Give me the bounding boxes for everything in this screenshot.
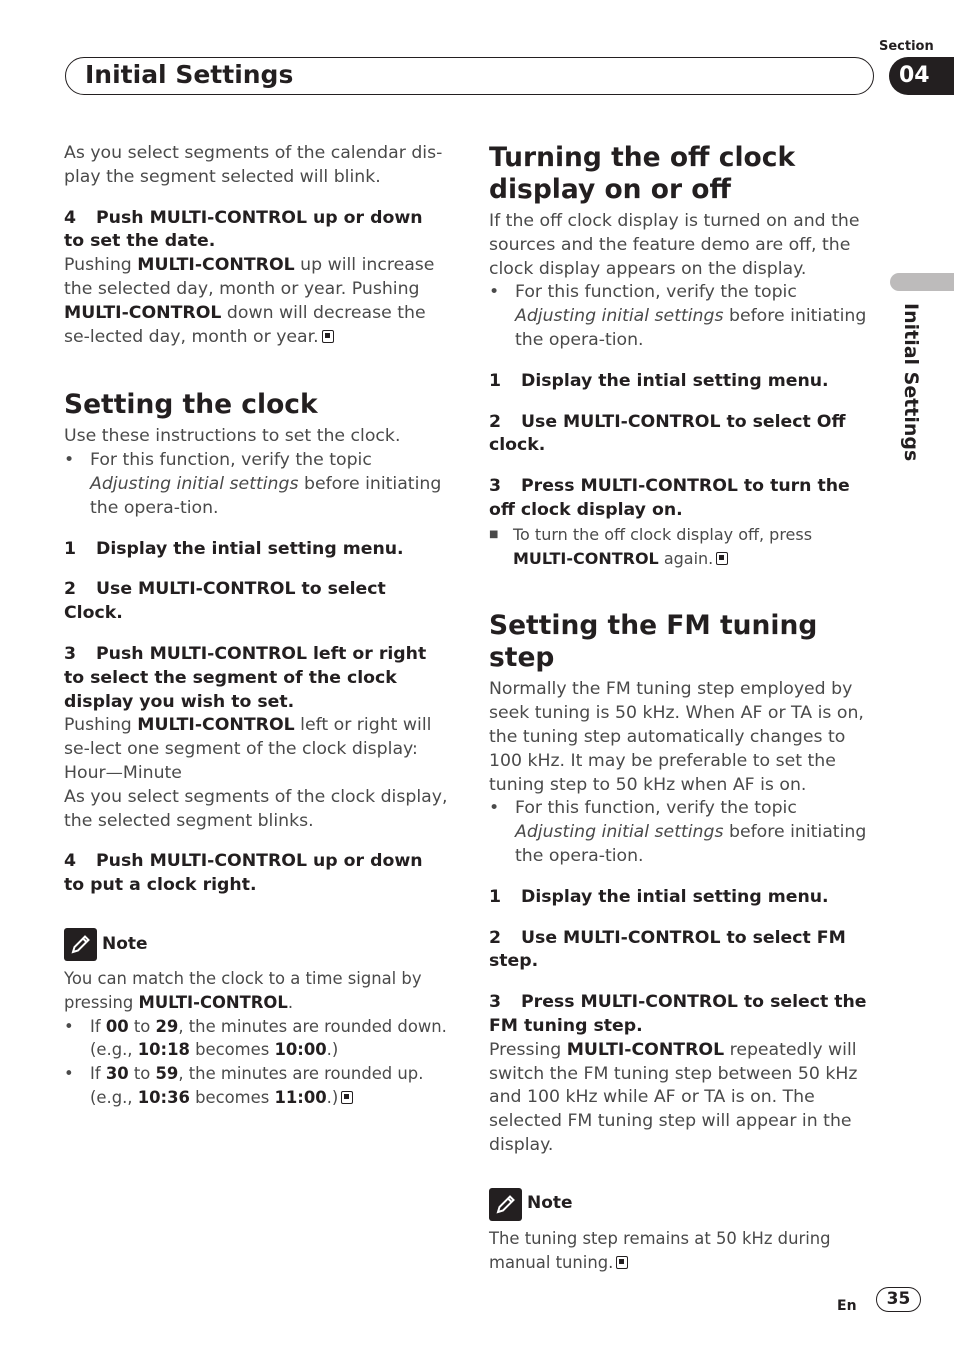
bold-text: MULTI-CONTROL [137, 715, 295, 736]
note-pencil-icon [489, 1188, 522, 1221]
page-title: Initial Settings [85, 60, 294, 89]
text: before initiating the opera-tion. [515, 306, 867, 350]
square-bullet-icon: ■ [489, 528, 499, 540]
section-label: Section [879, 39, 934, 54]
clock-intro: Use these instructions to set the clock. [64, 426, 401, 447]
step-3 [489, 475, 877, 523]
text: left or right will se-lect one segment of the clock display: [64, 715, 432, 760]
bold-text: 10:18 [137, 1040, 190, 1060]
bullet-text [90, 449, 448, 520]
bold-text: MULTI-CONTROL [513, 548, 659, 568]
bold-text: 00 [105, 1016, 129, 1036]
text: For this function, verify the topic [515, 798, 797, 819]
text: before initiating the opera-tion. [515, 822, 867, 866]
bold-text: MULTI-CONTROL [137, 255, 295, 276]
text: .) [326, 1040, 339, 1060]
text: Pushing [64, 715, 138, 736]
step-3-body [489, 1039, 877, 1158]
section-number-badge: 04 [889, 57, 954, 95]
end-mark-icon [341, 1091, 353, 1104]
step-number: 1 [489, 886, 502, 907]
step-title: Display the intial setting menu. [521, 370, 829, 391]
step-title: Use MULTI-CONTROL to select Clock. [64, 579, 386, 624]
calendar-intro: As you select segments of the calendar dis-play the segment selected will blink. [64, 143, 443, 187]
text: , the minutes are rounded down. (e.g., [90, 1016, 447, 1060]
step-2 [489, 927, 877, 975]
text: The tuning step remains at 50 kHz during manual tuning. [489, 1228, 831, 1272]
step-1 [489, 886, 877, 910]
end-mark-icon [616, 1256, 628, 1269]
step-number: 1 [64, 538, 77, 559]
heading-setting-clock: Setting the clock [64, 389, 318, 421]
step-set-date-body [64, 254, 448, 349]
text: to [128, 1064, 156, 1084]
text: down will decrease the se-lected day, month or year. [64, 302, 426, 347]
step-set-date [64, 207, 448, 255]
text: Pressing [489, 1039, 567, 1060]
bold-text: MULTI-CONTROL [64, 302, 222, 323]
step-number: 3 [489, 992, 502, 1013]
side-tab-label: Initial Settings [900, 303, 922, 462]
list-item [489, 797, 877, 868]
off-clock-intro: If the off clock display is turned on and the sources and the feature demo are off, the clock display appears on the display. [489, 211, 860, 279]
bullet-text [513, 523, 877, 571]
step-2 [64, 578, 448, 626]
step-3-body [64, 714, 448, 762]
link-reference: Adjusting initial settings [515, 822, 724, 843]
bullet-text [515, 281, 877, 352]
note-text [489, 1227, 877, 1275]
bullet-icon: • [64, 450, 75, 471]
step-1 [64, 538, 448, 562]
step-number: 4 [64, 851, 77, 872]
list-item [489, 281, 877, 352]
text: If [90, 1064, 106, 1084]
bullet-text [515, 797, 877, 868]
step-3-note: As you select segments of the clock display, the selected segment blinks. [64, 786, 448, 831]
bullet-icon: • [489, 798, 500, 819]
text: You can match the clock to a time signal by pressing [64, 968, 422, 1012]
text: For this function, verify the topic [90, 450, 372, 471]
step-number: 3 [64, 643, 77, 664]
text: repeatedly will switch the FM tuning step between 50 kHz and 100 kHz while AF or TA is on. The selected FM tuning step will appear in the display. [489, 1039, 858, 1155]
text: .) [326, 1087, 339, 1107]
bullet-icon: • [64, 1064, 74, 1084]
step-number: 3 [489, 476, 502, 497]
step-title: Push MULTI-CONTROL up or down to put a clock right. [64, 851, 423, 896]
side-tab-marker [890, 273, 954, 291]
step-title: Press MULTI-CONTROL to select the FM tuning step. [489, 992, 867, 1036]
bold-text: MULTI-CONTROL [566, 1039, 725, 1060]
end-mark-icon [716, 552, 728, 565]
fm-intro: Normally the FM tuning step employed by seek tuning is 50 kHz. When AF or TA is on, the tuning step automatically changes to 100 kHz. It may be preferable to set the tuning step to 50 kHz when AF is on. [489, 679, 864, 795]
step-number: 2 [64, 579, 77, 600]
step-2 [489, 411, 877, 459]
step-4 [64, 850, 448, 898]
text: Pushing [64, 255, 138, 276]
text: , the minutes are rounded up. (e.g., [90, 1064, 424, 1107]
step-title: Display the intial setting menu. [521, 886, 829, 907]
text: becomes [189, 1087, 275, 1107]
text: . [287, 992, 294, 1012]
list-item [64, 1062, 448, 1110]
bold-text: 10:00 [274, 1040, 327, 1060]
step-1 [489, 370, 877, 394]
bullet-icon: • [64, 1016, 74, 1036]
page-number: 35 [876, 1287, 921, 1312]
bold-text: 59 [155, 1064, 179, 1084]
step-title: Use MULTI-CONTROL to select FM step. [489, 927, 846, 972]
step-title: Display the intial setting menu. [96, 538, 404, 559]
link-reference: Adjusting initial settings [515, 306, 724, 327]
bullet-text [90, 1015, 448, 1063]
step-number: 2 [489, 927, 502, 948]
bold-text: 10:36 [137, 1087, 190, 1107]
step-3 [64, 643, 448, 714]
note-header [64, 928, 448, 961]
bold-text: 11:00 [274, 1087, 327, 1107]
text: To turn the off clock display off, press [513, 524, 813, 544]
bullet-icon: • [489, 282, 500, 303]
text: up will increase the selected day, month or year. Pushing [64, 255, 435, 299]
text: For this function, verify the topic [515, 282, 797, 303]
bold-text: 29 [155, 1016, 179, 1036]
right-column [489, 142, 877, 1274]
text: before initiating the opera-tion. [90, 473, 442, 518]
language-code: En [837, 1298, 857, 1314]
bullet-text [90, 1062, 448, 1110]
note-pencil-icon [64, 928, 97, 961]
step-title: Press MULTI-CONTROL to turn the off clock display on. [489, 476, 850, 520]
left-column [64, 142, 448, 1110]
end-mark-icon [322, 330, 334, 343]
list-item [64, 1015, 448, 1063]
list-item [64, 449, 448, 520]
step-title: Push MULTI-CONTROL up or down to set the date. [64, 207, 423, 252]
text: again. [658, 548, 714, 568]
note-header [489, 1188, 877, 1221]
note-label: Note [527, 1193, 573, 1214]
text: to [128, 1016, 156, 1036]
note-text [64, 967, 448, 1015]
text: If [90, 1016, 106, 1036]
step-title: Use MULTI-CONTROL to select Off clock. [489, 411, 846, 456]
heading-off-clock: Turning the off clock display on or off [489, 142, 796, 205]
note-label: Note [102, 933, 148, 954]
step-3 [489, 991, 877, 1039]
step-number: 1 [489, 370, 502, 391]
step-number: 4 [64, 207, 77, 228]
text: becomes [189, 1040, 275, 1060]
bold-text: 30 [105, 1064, 129, 1084]
step-title: Push MULTI-CONTROL left or right to select the segment of the clock display you wish to set. [64, 643, 427, 712]
heading-fm-step: Setting the FM tuning step [489, 610, 818, 674]
step-number: 2 [489, 411, 502, 432]
step-3-segments: Hour—Minute [64, 762, 182, 783]
bold-text: MULTI-CONTROL [138, 992, 288, 1012]
link-reference: Adjusting initial settings [90, 473, 299, 494]
list-item [489, 523, 877, 571]
